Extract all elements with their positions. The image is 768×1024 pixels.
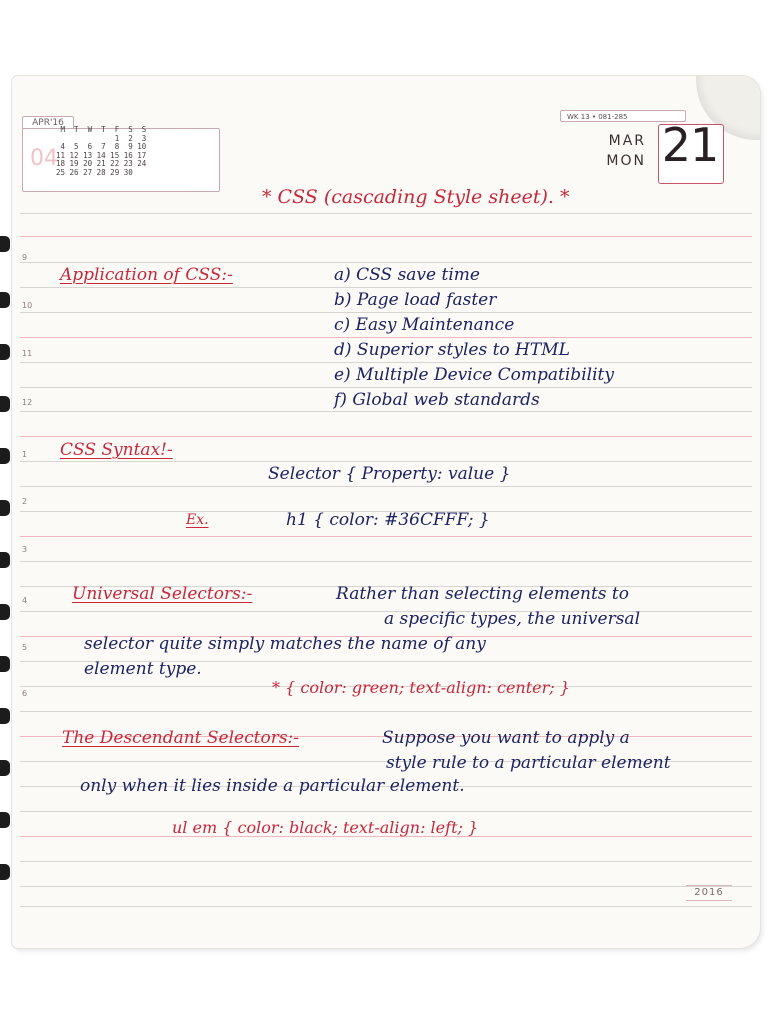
descendant-text-line: only when it lies inside a particular element. [80, 776, 465, 796]
hour-marker: 3 [22, 545, 28, 554]
syntax-example-label: Ex. [186, 512, 209, 528]
descendant-text-line: style rule to a particular element [386, 753, 671, 773]
ruled-line [20, 906, 752, 907]
week-info: WK 13 • 081-285 [560, 110, 686, 122]
ruled-line [20, 436, 752, 437]
hour-marker: 2 [22, 497, 28, 506]
descendant-example: ul em { color: black; text-align: left; } [172, 818, 479, 837]
date-day-name: MON [606, 153, 646, 169]
ruled-line [20, 312, 752, 313]
ruled-line [20, 461, 752, 462]
hour-marker: 12 [22, 398, 33, 407]
spiral-ring [0, 656, 10, 672]
hour-marker: 1 [22, 450, 28, 459]
spiral-ring [0, 812, 10, 828]
ruled-line [20, 861, 752, 862]
ruled-line [20, 561, 752, 562]
ruled-line [20, 811, 752, 812]
universal-text-line: element type. [84, 659, 202, 679]
hour-marker: 4 [22, 596, 28, 605]
application-item: d) Superior styles to HTML [334, 340, 570, 360]
hour-marker: 10 [22, 301, 33, 310]
application-item: c) Easy Maintenance [334, 315, 515, 335]
application-item: a) CSS save time [334, 265, 480, 285]
syntax-heading: CSS Syntax!- [60, 440, 173, 460]
date-month: MAR [608, 133, 646, 149]
descendant-heading: The Descendant Selectors:- [62, 728, 300, 748]
syntax-rule: Selector { Property: value } [268, 464, 511, 484]
spiral-ring [0, 864, 10, 880]
ruled-line [20, 287, 752, 288]
universal-example: * { color: green; text-align: center; } [272, 678, 570, 697]
application-item: f) Global web standards [334, 390, 540, 410]
spiral-ring [0, 344, 10, 360]
ruled-line [20, 711, 752, 712]
spiral-ring [0, 708, 10, 724]
spiral-ring [0, 760, 10, 776]
spiral-ring [0, 236, 10, 252]
universal-text-line: a specific types, the universal [384, 609, 641, 629]
application-item: b) Page load faster [334, 290, 497, 310]
universal-heading: Universal Selectors:- [72, 584, 253, 604]
ruled-line [20, 486, 752, 487]
date-day-number: 21 [661, 118, 719, 172]
hour-marker: 5 [22, 643, 28, 652]
mini-calendar-month-number: 04 [30, 146, 58, 171]
ruled-line [20, 536, 752, 537]
page-year: 2016 [686, 885, 732, 901]
hour-marker: 6 [22, 689, 28, 698]
ruled-line [20, 387, 752, 388]
hour-marker: 11 [22, 349, 33, 358]
mini-calendar-grid: M T W T F S S 1 2 3 4 5 6 7 8 9 10 11 12 13 14 15 16 17 18 19 20 21 22 23 24 25 26 27 28 29 30 [56, 125, 147, 177]
ruled-line [20, 262, 752, 263]
universal-text-line: selector quite simply matches the name of any [84, 634, 486, 654]
spiral-ring [0, 604, 10, 620]
applications-heading: Application of CSS:- [60, 265, 233, 285]
application-item: e) Multiple Device Compatibility [334, 365, 614, 385]
ruled-line [20, 362, 752, 363]
spiral-ring [0, 500, 10, 516]
spiral-ring [0, 292, 10, 308]
ruled-line [20, 213, 752, 214]
ruled-line [20, 411, 752, 412]
notes-title: * CSS (cascading Style sheet). * [262, 186, 570, 208]
syntax-example: h1 { color: #36CFFF; } [286, 510, 490, 530]
universal-text-line: Rather than selecting elements to [336, 584, 629, 604]
mini-calendar-month: APR'16 [22, 116, 74, 130]
ruled-line [20, 337, 752, 338]
ruled-line [20, 886, 752, 887]
spiral-ring [0, 552, 10, 568]
hour-marker: 9 [22, 253, 28, 262]
ruled-line [20, 236, 752, 237]
spiral-ring [0, 396, 10, 412]
spiral-ring [0, 448, 10, 464]
descendant-text-line: Suppose you want to apply a [382, 728, 630, 748]
